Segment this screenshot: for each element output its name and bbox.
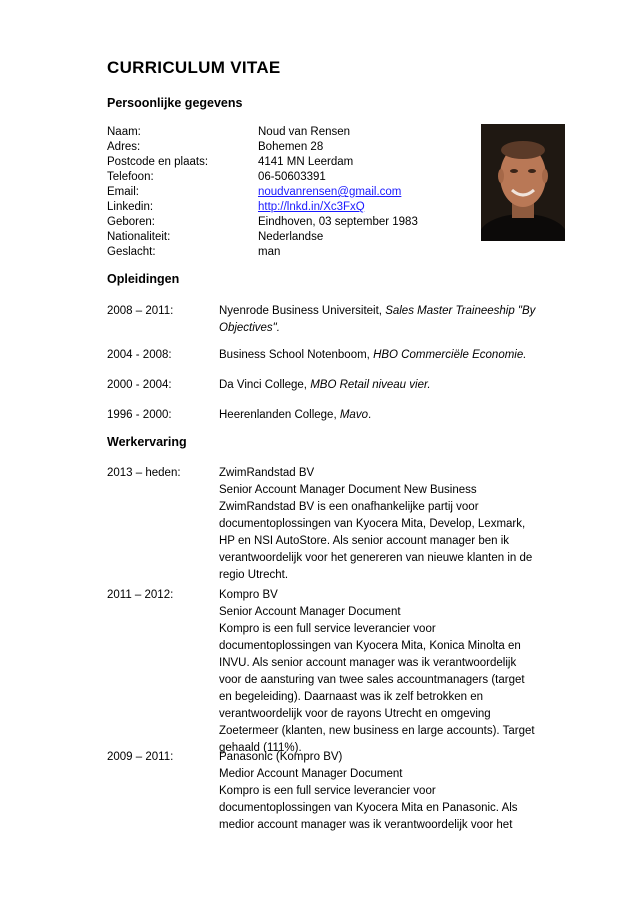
description-line: documentoplossingen van Kyocera Mita, Konica Minolta en	[219, 640, 521, 652]
description-line: HP en NSI AutoStore. Als senior account manager ben ik	[219, 535, 510, 547]
experience-entry	[219, 749, 569, 834]
course-name: Mavo	[339, 409, 368, 421]
value-nationality: Nederlandse	[258, 231, 324, 243]
experience-entry	[219, 465, 569, 584]
description-line: documentoplossingen van Kyocera Mita, Develop, Lexmark,	[219, 518, 526, 530]
education-heading: Opleidingen	[107, 272, 180, 286]
education-date: 2000 - 2004:	[107, 379, 172, 391]
description-line: Kompro is een full service leverancier voor	[219, 785, 436, 797]
description-line: ZwimRandstad BV is een onafhankelijke partij voor	[219, 501, 479, 513]
education-entry	[219, 377, 569, 394]
label-phone: Telefoon:	[107, 171, 154, 183]
description-line: Zoetermeer (klanten, new business en large accounts). Target	[219, 725, 535, 737]
description-line: regio Utrecht.	[219, 569, 289, 581]
description-line: voor de aansturing van twee sales accountmanagers (target	[219, 674, 525, 686]
education-entry	[219, 407, 569, 424]
description-line: medior account manager was ik verantwoordelijk voor het	[219, 819, 513, 831]
profile-photo	[481, 124, 565, 241]
value-born: Eindhoven, 03 september 1983	[258, 216, 418, 228]
company-name: Panasonic (Kompro BV)	[219, 751, 343, 763]
job-title: Medior Account Manager Document	[219, 768, 403, 780]
description-line: INVU. Als senior account manager was ik verantwoordelijk	[219, 657, 517, 669]
school-name: Nyenrode Business Universiteit,	[219, 305, 386, 317]
description-line: documentoplossingen van Kyocera Mita en Panasonic. Als	[219, 802, 518, 814]
education-date: 2004 - 2008:	[107, 349, 172, 361]
label-linkedin: Linkedin:	[107, 201, 154, 213]
label-gender: Geslacht:	[107, 246, 156, 258]
experience-heading: Werkervaring	[107, 435, 187, 449]
linkedin-link[interactable]: http://lnkd.in/Xc3FxQ	[258, 201, 365, 213]
job-title: Senior Account Manager Document	[219, 606, 401, 618]
experience-date: 2009 – 2011:	[107, 751, 174, 763]
value-phone: 06-50603391	[258, 171, 326, 183]
experience-date: 2013 – heden:	[107, 467, 181, 479]
description-line: gehaald (111%).	[219, 742, 302, 754]
label-nationality: Nationaliteit:	[107, 231, 171, 243]
company-name: ZwimRandstad BV	[219, 467, 315, 479]
course-name: HBO Commerciële Economie.	[373, 349, 527, 361]
education-entry	[219, 303, 569, 337]
experience-entry	[219, 587, 569, 757]
description-line: en begeleiding). Daarnaast was ik zelf betrokken en	[219, 691, 484, 703]
course-name: MBO Retail niveau vier.	[310, 379, 431, 391]
value-postcode: 4141 MN Leerdam	[258, 156, 354, 168]
personal-heading: Persoonlijke gegevens	[107, 96, 243, 110]
job-title: Senior Account Manager Document New Business	[219, 484, 477, 496]
document-title: CURRICULUM VITAE	[107, 58, 281, 77]
education-entry	[219, 347, 569, 364]
school-name: Da Vinci College,	[219, 379, 311, 391]
label-name: Naam:	[107, 126, 141, 138]
description-line: Kompro is een full service leverancier voor	[219, 623, 436, 635]
description-line: verantwoordelijk voor het genereren van nieuwe klanten in de	[219, 552, 533, 564]
description-line: verantwoordelijk voor de rayons Utrecht en omgeving	[219, 708, 491, 720]
email-link[interactable]: noudvanrensen@gmail.com	[258, 186, 402, 198]
label-postcode: Postcode en plaats:	[107, 156, 209, 168]
label-email: Email:	[107, 186, 139, 198]
course-name: Sales Master Traineeship "By	[385, 305, 536, 317]
school-name: Heerenlanden College,	[219, 409, 340, 421]
education-date: 2008 – 2011:	[107, 305, 174, 317]
label-address: Adres:	[107, 141, 141, 153]
value-gender: man	[258, 246, 281, 258]
value-name: Noud van Rensen	[258, 126, 351, 138]
course-name-cont: Objectives".	[219, 322, 280, 334]
experience-date: 2011 – 2012:	[107, 589, 174, 601]
school-name: Business School Notenboom,	[219, 349, 374, 361]
label-born: Geboren:	[107, 216, 155, 228]
course-suffix: .	[367, 409, 372, 421]
value-address: Bohemen 28	[258, 141, 324, 153]
company-name: Kompro BV	[219, 589, 278, 601]
education-date: 1996 - 2000:	[107, 409, 172, 421]
